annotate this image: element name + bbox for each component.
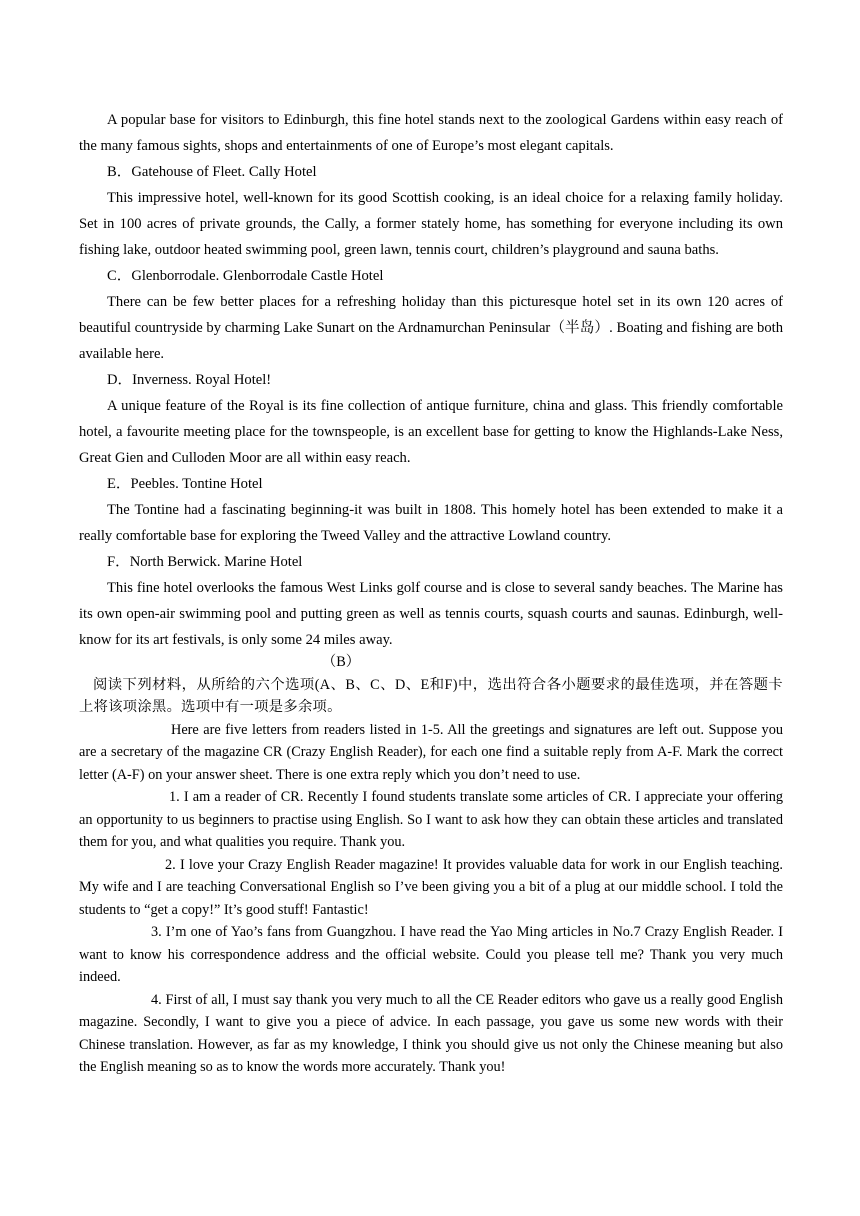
option-d-description: A unique feature of the Royal is its fine collection of antique furniture, china and glass. This friendly comfortable hotel, a favourite meeting place for the townspeople, is an excellent base for getting to know the Highlands-Lake Ness, Great Gien and Culloden Moor are all within easy reach. bbox=[79, 398, 783, 466]
option-d-heading: D．Inverness. Royal Hotel! bbox=[107, 372, 272, 388]
option-b-heading: B．Gatehouse of Fleet. Cally Hotel bbox=[107, 164, 317, 180]
option-c-heading: C．Glenborrodale. Glenborrodale Castle Hotel bbox=[107, 268, 384, 284]
task-intro: Here are five letters from readers listed in 1-5. All the greetings and signatures are left out. Suppose you are a secretary of the magazine CR (Crazy English Reader), for each one find a suitable reply from A-F. Mark the correct letter (A-F) on your answer sheet. There is one extra reply which you don’t need to use. bbox=[79, 721, 783, 783]
option-e-heading: E．Peebles. Tontine Hotel bbox=[107, 476, 263, 492]
hotel-options-section bbox=[79, 107, 783, 653]
option-a-description: A popular base for visitors to Edinburgh, this fine hotel stands next to the zoological Gardens within easy reach of the many famous sights, shops and entertainments of one of Europe’s most elegant capitals. bbox=[79, 112, 783, 154]
letter-1: 1. I am a reader of CR. Recently I found students translate some articles of CR. I appreciate your offering an opportunity to us beginners to practise using English. So I want to ask how they can obtain these articles and translated them for you, and what qualities you require. Thank you. bbox=[79, 789, 783, 850]
letters-section bbox=[79, 651, 783, 1079]
section-b-title: （B） bbox=[321, 654, 361, 670]
letter-2: 2. I love your Crazy English Reader magazine! It provides valuable data for work in our English teaching. My wife and I are teaching Conversational English so I’ve been giving you a bit of a plug at our middle school. I told the students to “get a copy!” It’s good stuff! Fantastic! bbox=[79, 856, 783, 918]
option-f-heading: F．North Berwick. Marine Hotel bbox=[107, 554, 303, 570]
letter-4: 4. First of all, I must say thank you very much to all the CE Reader editors who gave us a really good English magazine. Secondly, I want to give you a piece of advice. In each passage, you gave us some new words with their Chinese translation. However, as far as my knowledge, I think you should give us not only the Chinese meaning but also the English meaning so as to know the words more accurately. Thank you! bbox=[79, 991, 783, 1075]
option-e-description: The Tontine had a fascinating beginning-it was built in 1808. This homely hotel has been extended to make it a really comfortable base for exploring the Tweed Valley and the attractive Lowland country. bbox=[79, 502, 783, 544]
option-c-description: There can be few better places for a refreshing holiday than this picturesque hotel set in its own 120 acres of beautiful countryside by charming Lake Sunart on the Ardnamurchan Peninsular（半岛）. Boating and fishing are both available here. bbox=[79, 294, 783, 362]
document-body bbox=[79, 107, 783, 1079]
option-b-description: This impressive hotel, well-known for its good Scottish cooking, is an ideal choice for a relaxing family holiday. Set in 100 acres of private grounds, the Cally, a former stately home, has something for everyone including its own fishing lake, outdoor heated swimming pool, green lawn, tennis court, children’s playground and sauna baths. bbox=[79, 190, 783, 258]
chinese-instruction: 阅读下列材料，从所给的六个选项(A、B、C、D、E和F)中，选出符合各小题要求的最佳选项，并在答题卡上将该项涂黑。选项中有一项是多余项。 bbox=[79, 676, 783, 715]
letter-3: 3. I’m one of Yao’s fans from Guangzhou. I have read the Yao Ming articles in No.7 Crazy English Reader. I want to know his correspondence address and the official website. Could you please tell me? Thank you very much indeed. bbox=[79, 924, 783, 985]
option-f-description: This fine hotel overlooks the famous West Links golf course and is close to several sandy beaches. The Marine has its own open-air swimming pool and putting green as well as tennis courts, squash courts and saunas. Edinburgh, well-know for its art festivals, is only some 24 miles away. bbox=[79, 580, 783, 648]
